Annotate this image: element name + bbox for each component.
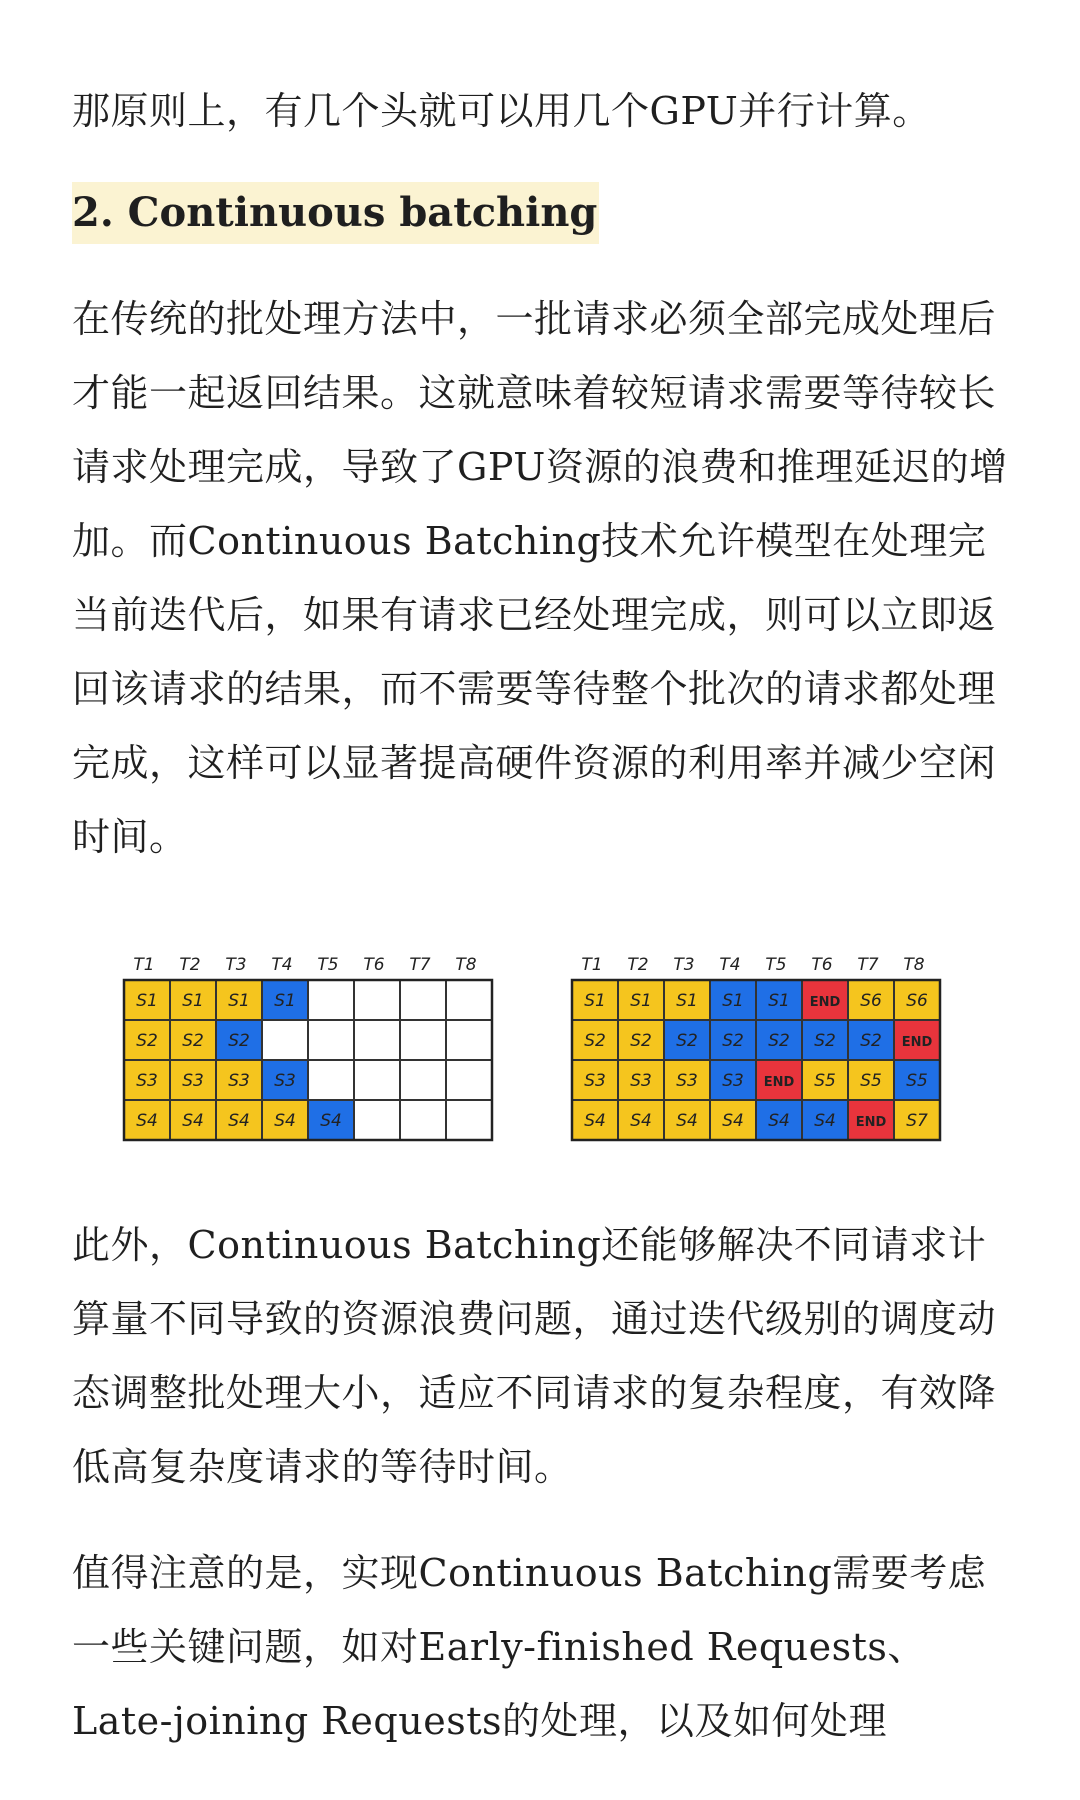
sequence-label: S4 bbox=[768, 1111, 790, 1131]
time-label: T4 bbox=[719, 955, 741, 975]
sequence-label: S2 bbox=[228, 1031, 250, 1051]
sequence-label: S4 bbox=[814, 1111, 836, 1131]
time-label: T3 bbox=[225, 955, 247, 975]
sequence-label: S4 bbox=[320, 1111, 342, 1131]
static-batching-grid bbox=[124, 955, 492, 1140]
sequence-label: S3 bbox=[228, 1071, 250, 1091]
sequence-label: S1 bbox=[630, 991, 652, 1011]
sequence-label: S4 bbox=[722, 1111, 744, 1131]
time-label: T1 bbox=[133, 955, 155, 975]
sequence-label: S2 bbox=[768, 1031, 790, 1051]
end-token-label: END bbox=[855, 1115, 887, 1130]
batch-cell bbox=[400, 980, 446, 1020]
batch-cell bbox=[354, 980, 400, 1020]
batch-cell bbox=[354, 1020, 400, 1060]
sequence-label: S4 bbox=[136, 1111, 158, 1131]
sequence-label: S3 bbox=[584, 1071, 606, 1091]
sequence-label: S2 bbox=[722, 1031, 744, 1051]
batch-cell bbox=[354, 1100, 400, 1140]
batching-diagram-svg bbox=[120, 944, 1000, 1144]
time-label: T3 bbox=[673, 955, 695, 975]
time-label: T2 bbox=[627, 955, 649, 975]
sequence-label: S3 bbox=[676, 1071, 698, 1091]
batch-cell bbox=[262, 1020, 308, 1060]
time-label: T6 bbox=[363, 955, 385, 975]
time-label: T8 bbox=[455, 955, 477, 975]
batch-cell bbox=[308, 980, 354, 1020]
sequence-label: S1 bbox=[274, 991, 296, 1011]
sequence-label: S4 bbox=[182, 1111, 204, 1131]
batch-cell bbox=[308, 1060, 354, 1100]
sequence-label: S5 bbox=[814, 1071, 836, 1091]
time-label: T8 bbox=[903, 955, 925, 975]
sequence-label: S3 bbox=[722, 1071, 744, 1091]
time-label: T6 bbox=[811, 955, 833, 975]
paragraph-key-issues: 值得注意的是，实现Continuous Batching需要考虑一些关键问题，如对Early-finished Requests、Late-joining Requests的处理，以及如何处理 bbox=[72, 1551, 987, 1743]
sequence-label: S3 bbox=[136, 1071, 158, 1091]
batch-cell bbox=[308, 1020, 354, 1060]
sequence-label: S4 bbox=[676, 1111, 698, 1131]
sequence-label: S2 bbox=[584, 1031, 606, 1051]
batch-cell bbox=[400, 1060, 446, 1100]
sequence-label: S2 bbox=[676, 1031, 698, 1051]
sequence-label: S1 bbox=[584, 991, 606, 1011]
time-label: T2 bbox=[179, 955, 201, 975]
sequence-label: S2 bbox=[860, 1031, 882, 1051]
sequence-label: S1 bbox=[722, 991, 744, 1011]
sequence-label: S1 bbox=[228, 991, 250, 1011]
time-label: T4 bbox=[271, 955, 293, 975]
batch-cell bbox=[446, 1020, 492, 1060]
sequence-label: S2 bbox=[136, 1031, 158, 1051]
batch-cell bbox=[400, 1020, 446, 1060]
sequence-label: S1 bbox=[768, 991, 790, 1011]
paragraph-intro: 那原则上，有几个头就可以用几个GPU并行计算。 bbox=[72, 89, 931, 133]
end-token-label: END bbox=[809, 995, 841, 1010]
sequence-label: S1 bbox=[182, 991, 204, 1011]
sequence-label: S3 bbox=[274, 1071, 296, 1091]
sequence-label: S2 bbox=[630, 1031, 652, 1051]
batch-cell bbox=[400, 1100, 446, 1140]
paragraph-additional-benefits: 此外，Continuous Batching还能够解决不同请求计算量不同导致的资源浪费问题，通过迭代级别的调度动态调整批处理大小，适应不同请求的复杂程度，有效降低高复杂度请求的等待时间。 bbox=[72, 1223, 997, 1489]
sequence-label: S6 bbox=[860, 991, 882, 1011]
batching-diagram bbox=[120, 944, 1000, 1144]
sequence-label: S6 bbox=[906, 991, 928, 1011]
batch-cell bbox=[446, 980, 492, 1020]
batch-cell bbox=[354, 1060, 400, 1100]
continuous-batching-grid bbox=[572, 955, 940, 1140]
sequence-label: S5 bbox=[906, 1071, 928, 1091]
paragraph-traditional-batching: 在传统的批处理方法中，一批请求必须全部完成处理后才能一起返回结果。这就意味着较短请求需要等待较长请求处理完成，导致了GPU资源的浪费和推理延迟的增加。而Continuous Batching技术允许模型在处理完当前迭代后，如果有请求已经处理完成，则可以立即返回该请求的结果，而不需要等待整个批次的请求都处理完成，这样可以显著提高硬件资源的利用率并减少空闲时间。 bbox=[72, 297, 1008, 859]
sequence-label: S4 bbox=[584, 1111, 606, 1131]
end-token-label: END bbox=[763, 1075, 795, 1090]
sequence-label: S1 bbox=[136, 991, 158, 1011]
sequence-label: S4 bbox=[228, 1111, 250, 1131]
sequence-label: S2 bbox=[814, 1031, 836, 1051]
sequence-label: S1 bbox=[676, 991, 698, 1011]
sequence-label: S5 bbox=[860, 1071, 882, 1091]
sequence-label: S7 bbox=[906, 1111, 928, 1131]
batch-cell bbox=[446, 1060, 492, 1100]
end-token-label: END bbox=[901, 1035, 933, 1050]
time-label: T1 bbox=[581, 955, 603, 975]
sequence-label: S4 bbox=[274, 1111, 296, 1131]
sequence-label: S4 bbox=[630, 1111, 652, 1131]
time-label: T5 bbox=[317, 955, 339, 975]
time-label: T5 bbox=[765, 955, 787, 975]
sequence-label: S3 bbox=[630, 1071, 652, 1091]
batch-cell bbox=[446, 1100, 492, 1140]
time-label: T7 bbox=[857, 955, 879, 975]
time-label: T7 bbox=[409, 955, 431, 975]
sequence-label: S3 bbox=[182, 1071, 204, 1091]
sequence-label: S2 bbox=[182, 1031, 204, 1051]
section-heading: 2. Continuous batching bbox=[72, 182, 599, 244]
